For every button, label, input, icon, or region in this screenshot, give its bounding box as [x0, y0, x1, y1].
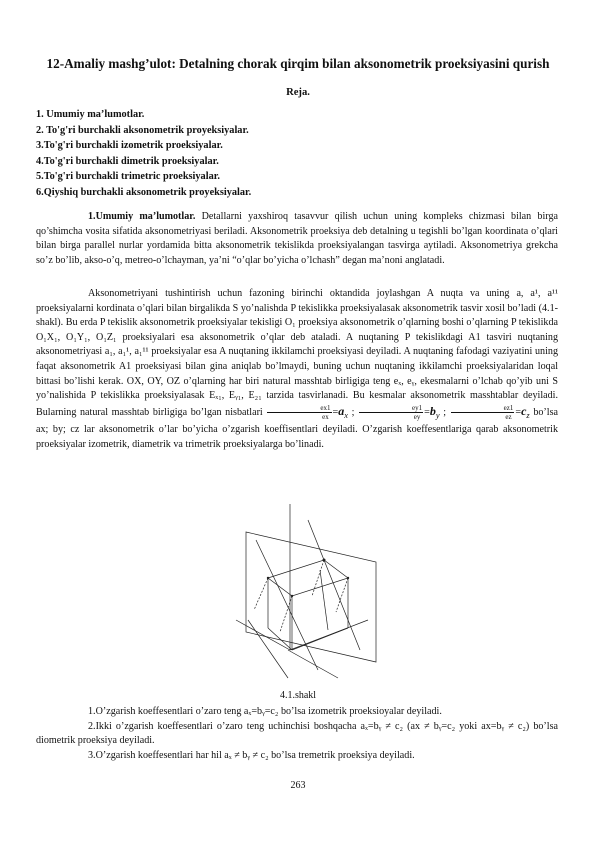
list-item: 2.Ikki o’zgarish koeffesentlari o’zaro teng uchinchisi boshqacha aₓ=bᵧ ≠ c₂ (ax ≠ bᵧ=c₂ yoki ax=bᵧ ≠ c₂) bo’lsa diometrik proeksiya deyiladi. — [36, 720, 558, 747]
ratio-z-fraction: $\frac{ez1}{ez}$ — [451, 404, 515, 421]
plan-heading: Reja. — [286, 87, 310, 98]
toc-item: 5.To'g'ri burchakli trimetric proeksiyalar. — [36, 171, 220, 182]
page-number: 263 — [290, 780, 306, 791]
y-axis-line — [290, 620, 368, 650]
paragraph-axonometry: Aksonometriyani tushintirish uchun fazoning birinchi oktandida joylashgan A nuqta va uning a, a¹, a¹¹ proeksiyalarni kordinata o’qlari bilan birgalikda S yo’nalishda P tekislikka proeksiyalasak aksonometrik tasvir xosil bo’ladi (4.1-shakl). Bu erda P tekislik aksonometrik proeksiyalar tekisligi O₁ proeksiya aksonometrik o’qlarning boshi o’qlarning P tekislikda O₁X₁, O₁Y₁, O₁Z₁ proeksiyalari esa aksonometrik o’qlar deb ataladi. A nuqtaning P tekislikdagi A1 tasviri nuqtaning aksonometriyasi a₁, a₁¹, a₁¹¹ proeksiyalar esa A nuqtaning ikkilamchi proeksiyasi deyiladi. A nuqtaning fafodagi vaziyatini uning faqat aksonometrik A1 proeksiyasi bilan gina aniqlab bo’lmaydi, buning uchun nuqtaning ikkilamchi proeksiyalaridan loqal bittasi bo’lishi kerak. OX, OY, OZ o’qlarning har biri natural masshtab birligiga teng eₓ, eᵧ, ekesmalarni o’lchab qo’yib uni S yo’nalishida P tekislikka proeksiyalasak Eₓ₁, Eᵧ₁, E₂₁ tarzida tasvirlanadi. Bu kesmalar aksonometrik masshtablar deyiladi. Bularning natural masshtab birligiga bo’lgan nisbatlari $\frac{ex1}{ex}$ $=a_x$ ; $\frac{ey1}{ey}$ $=b_y$ ; $\frac{ez1}{ez}$ $=c_z$ bo’lsa ax; by; cz lar aksonometrik o’lar bo’yicha o’zgarish koeffisentlari deyiladi. O’zgarish koeffesentlariga qarab aksonometrik proeksiyalar izometrik, diametrik va trimetrik proeksiyalarga bo’linadi. — [36, 288, 559, 450]
ratio-y-fraction: $\frac{ey1}{ey}$ — [359, 404, 423, 421]
axonometric-figure — [228, 500, 380, 685]
paragraph-intro — [36, 210, 558, 268]
list-item: 3.O’zgarish koeffesentlari har hil aₓ ≠ bᵧ ≠ c₂ bo’lsa tremetrik proeksiya deyiladi. — [88, 749, 415, 761]
paragraph-text: bo’lsa ax; by; cz lar aksonometrik o’lar bo’yicha o’zgarish koeffisentlari deyiladi. O’zgarish koeffesentlariga qarab aksonometrik proeksiyalar izometrik, diametrik va trimetrik proeksiyalarga bo’linadi. — [36, 406, 559, 450]
toc-item: 1. Umumiy ma’lumotlar. — [36, 109, 145, 120]
coefficient-list — [36, 705, 558, 763]
toc-item: 2. To'g'ri burchakli aksonometrik proyeksiyalar. — [36, 124, 249, 136]
paragraph-text: Detallarni yaxshiroq tasavvur qilish uchun uning kompleks chizmasi bilan birga qo’shimcha vosita sifatida aksonometriyasi beriladi. Aksonometrik proeksiya deb detalning u tegishli bo’lgan koordinata o’qlari bilan birga parallel nurlar yordamida bitta aksonometrik tekislikda proeksiyalangan tasvirga aytiladi. Aksonometriya grekcha so’z bo’lib, akso-o’q, metreo-o’lchayman, ya’ni “o’qlar bo’yicha o’lchash” degan ma’noni anglatadi. — [36, 211, 558, 266]
paragraph-text: Aksonometriyani tushintirish uchun fazoning birinchi oktandida joylashgan A nuqta va uning a, a¹, a¹¹ proeksiyalarni kordinata o’qlari bilan birgalikda S yo’nalishda P tekislikka proeksiyalasak aksonometrik tasvir xosil bo’ladi (4.1-shakl). Bu erda P tekislik aksonometrik proeksiyalar tekisligi O₁ proeksiya aksonometrik o’qlarning boshi o’qlarning P tekislikda O₁X₁, O₁Y₁, O₁Z₁ proeksiyalari esa aksonometrik o’qlar deb ataladi. A nuqtaning P tekislikdagi A1 tasviri nuqtaning aksonometriyasi a₁, a₁¹, a₁¹¹ proeksiyalar esa A nuqtaning ikkilamchi proeksiyasi deyiladi. A nuqtaning fafodagi vaziyatini uning faqat aksonometrik A1 proeksiyasi bilan gina aniqlab bo’lmaydi, buning uchun nuqtaning ikkilamchi proeksiyalaridan loqal bittasi bo’lishi kerak. OX, OY, OZ o’qlarning har biri natural masshtab birligiga teng eₓ, eᵧ, ekesmalarni o’lchab qo’yib uni S yo’nalishida P tekislikka proeksiyalasak Eₓ₁, Eᵧ₁, E₂₁ tarzida tasvirlanadi. Bu kesmalar aksonometrik masshtablar deyiladi. Bularning natural masshtab birligiga bo’lgan nisbatlari — [36, 288, 558, 418]
toc-item: 3.To'g'ri burchakli izometrik proeksiyalar. — [36, 140, 223, 151]
page-title: 12-Amaliy mashg’ulot: Detalning chorak qirqim bilan aksonometrik proeksiyasini qurish — [46, 56, 550, 71]
section-lead: 1.Umumiy ma’lumotlar. — [88, 211, 196, 222]
figure-caption: 4.1.shakl — [279, 690, 317, 701]
list-item: 1.O’zgarish koeffesentlari o’zaro teng aₓ=bᵧ=c₂ bo’lsa izometrik proeksioyalar deyiladi. — [88, 706, 442, 717]
toc-item: 6.Qiyshiq burchakli aksonometrik proyeksiyalar. — [36, 186, 252, 198]
x-axis-line — [236, 620, 290, 650]
table-of-contents — [36, 107, 251, 200]
toc-item: 4.To'g'ri burchakli dimetrik proeksiyalar. — [36, 155, 219, 167]
ratio-x-fraction: $\frac{ex1}{ex}$ — [267, 404, 331, 421]
